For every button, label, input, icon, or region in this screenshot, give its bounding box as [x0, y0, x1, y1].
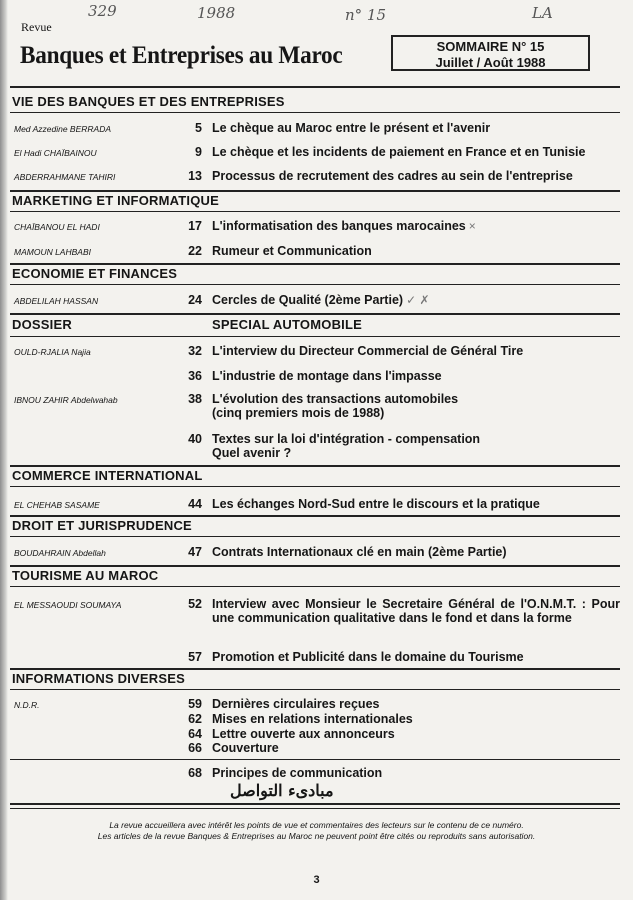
article-page: 59 — [188, 697, 202, 711]
article-title[interactable] — [212, 432, 622, 460]
article-title[interactable]: Les échanges Nord-Sud entre le discours et la pratique — [212, 497, 540, 511]
article-author: BOUDAHRAIN Abdellah — [14, 548, 106, 558]
article-page: 66 — [188, 741, 202, 755]
article-page: 24 — [188, 293, 202, 307]
article-title-text: Cercles de Qualité (2ème Partie) — [212, 293, 404, 307]
article-page: 13 — [188, 169, 202, 183]
divider — [10, 284, 620, 285]
arabic-title: مبادىء التواصل — [230, 781, 334, 800]
article-page: 32 — [188, 344, 202, 358]
divider — [10, 808, 620, 809]
divider — [10, 313, 620, 315]
section-heading: MARKETING ET INFORMATIQUE — [12, 193, 219, 208]
article-title[interactable]: Couverture — [212, 741, 279, 755]
section-heading: TOURISME AU MAROC — [12, 568, 159, 583]
article-title[interactable]: Le chèque au Maroc entre le présent et l'avenir — [212, 121, 491, 135]
article-author: ABDELILAH HASSAN — [14, 296, 99, 306]
article-title[interactable]: Interview avec Monsieur le Secretaire Général de l'O.N.M.T. : Pour une communication qualitative dans le fond et dans la forme — [212, 597, 620, 625]
article-title[interactable] — [212, 219, 622, 233]
sommaire-box — [391, 35, 590, 71]
article-title[interactable]: Dernières circulaires reçues — [212, 697, 380, 711]
footer-note: La revue accueillera avec intérêt les points de vue et commentaires des lecteurs sur le contenu de ce numéro. — [109, 820, 524, 830]
divider — [10, 689, 620, 690]
article-page: 22 — [188, 244, 202, 258]
article-author: EL CHEHAB SASAME — [14, 500, 100, 510]
divider — [10, 515, 620, 517]
footer-note: Les articles de la revue Banques & Entreprises au Maroc ne peuvent point être cités ou reproduits sans autorisation. — [97, 831, 536, 841]
divider — [10, 465, 620, 467]
section-heading: ECONOMIE ET FINANCES — [12, 266, 178, 281]
revue-label: Revue — [21, 20, 52, 34]
article-page: 17 — [188, 219, 202, 233]
article-title[interactable]: Processus de recrutement des cadres au sein de l'entreprise — [212, 169, 573, 183]
article-page: 52 — [188, 597, 202, 611]
article-page: 57 — [188, 650, 202, 664]
divider — [10, 336, 620, 337]
handwritten-note: 1988 — [197, 4, 236, 22]
article-author: CHAÏBANOU EL HADI — [14, 222, 100, 232]
article-page: 36 — [188, 369, 202, 383]
article-page: 40 — [188, 432, 202, 446]
handwritten-note: LA — [532, 4, 553, 22]
section-heading: VIE DES BANQUES ET DES ENTREPRISES — [12, 94, 285, 109]
article-author: N.D.R. — [14, 700, 40, 710]
divider — [10, 586, 620, 587]
handwritten-note: 329 — [88, 2, 117, 20]
article-title-text: L'informatisation des banques marocaines — [212, 219, 466, 233]
divider — [10, 565, 620, 567]
divider — [10, 190, 620, 192]
article-title-line: Quel avenir ? — [212, 446, 292, 460]
divider — [10, 803, 620, 805]
section-heading: DOSSIER — [12, 317, 72, 332]
article-page: 62 — [188, 712, 202, 726]
page-binding-shadow — [0, 0, 8, 900]
article-title[interactable]: Le chèque et les incidents de paiement en France et en Tunisie — [212, 145, 586, 159]
divider — [10, 759, 620, 760]
article-title[interactable]: L'industrie de montage dans l'impasse — [212, 369, 442, 383]
article-title[interactable]: Lettre ouverte aux annonceurs — [212, 727, 395, 741]
divider — [10, 211, 620, 212]
divider — [10, 536, 620, 537]
article-author: EL MESSAOUDI SOUMAYA — [14, 600, 122, 610]
article-title[interactable]: Mises en relations internationales — [212, 712, 413, 726]
article-title[interactable] — [212, 293, 622, 307]
article-author: El Hadi CHAÏBAINOU — [14, 148, 97, 158]
divider — [10, 486, 620, 487]
article-title[interactable]: Promotion et Publicité dans le domaine du Tourisme — [212, 650, 524, 664]
handwritten-mark: ✓ ✗ — [406, 293, 430, 307]
dossier-theme: SPECIAL AUTOMOBILE — [212, 317, 362, 332]
article-author: Med Azzedine BERRADA — [14, 124, 112, 134]
article-title-line: (cinq premiers mois de 1988) — [212, 406, 385, 420]
divider — [10, 112, 620, 113]
article-title[interactable]: Contrats Internationaux clé en main (2ème Partie) — [212, 545, 507, 559]
article-page: 68 — [188, 766, 202, 780]
article-page: 5 — [195, 121, 202, 135]
handwritten-mark: × — [468, 219, 476, 233]
magazine-title: Banques et Entreprises au Maroc — [20, 42, 343, 69]
section-heading: INFORMATIONS DIVERSES — [12, 671, 185, 686]
article-title-line: Textes sur la loi d'intégration - compensation — [212, 432, 481, 446]
issue-date: Juillet / Août 1988 — [435, 55, 546, 70]
section-heading: COMMERCE INTERNATIONAL — [12, 468, 203, 483]
article-author: OULD-RJALIA Najia — [14, 347, 91, 357]
page-number: 3 — [313, 874, 320, 886]
sommaire-number: SOMMAIRE N° 15 — [436, 39, 545, 54]
article-title[interactable] — [212, 392, 622, 420]
article-title[interactable]: Rumeur et Communication — [212, 244, 372, 258]
article-page: 64 — [188, 727, 202, 741]
divider — [10, 263, 620, 265]
divider — [10, 668, 620, 670]
article-title-line: L'évolution des transactions automobiles — [212, 392, 459, 406]
section-heading: DROIT ET JURISPRUDENCE — [12, 518, 192, 533]
article-author: MAMOUN LAHBABI — [14, 247, 91, 257]
article-page: 44 — [188, 497, 202, 511]
article-author: ABDERRAHMANE TAHIRI — [14, 172, 116, 182]
article-author: IBNOU ZAHIR Abdelwahab — [14, 395, 118, 405]
article-page: 9 — [195, 145, 202, 159]
article-page: 38 — [188, 392, 202, 406]
divider — [10, 86, 620, 88]
handwritten-note: n° 15 — [345, 6, 387, 24]
article-page: 47 — [188, 545, 202, 559]
article-title[interactable]: Principes de communication — [212, 766, 383, 780]
article-title[interactable]: L'interview du Directeur Commercial de Général Tire — [212, 344, 524, 358]
